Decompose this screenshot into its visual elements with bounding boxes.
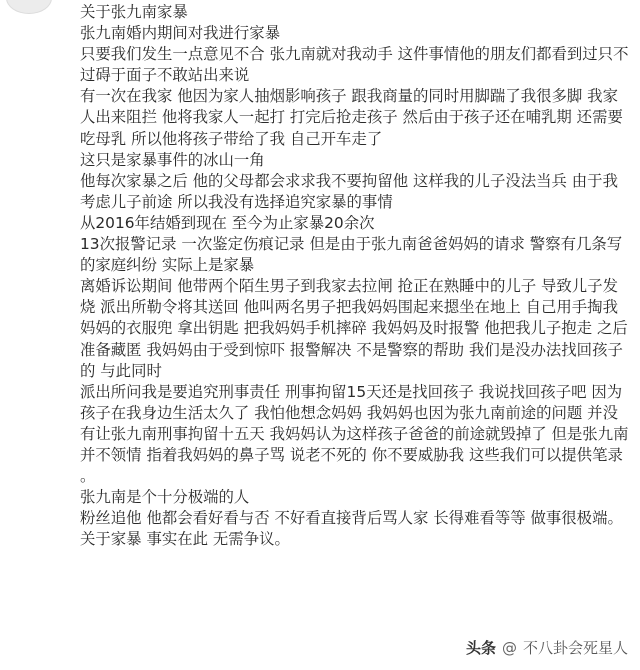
post-line: 从2016年结婚到现在 至今为止家暴20余次 — [80, 213, 375, 232]
post-line: 张九南是个十分极端的人 — [80, 488, 250, 507]
watermark-at: @ — [501, 638, 517, 657]
post-line: 有一次在我家 他因为家人抽烟影响孩子 跟我商量的同时用脚踹了我很多脚 我家 — [80, 87, 618, 106]
post-line: 他每次家暴之后 他的父母都会求求我不要拘留他 这样我的儿子没法当兵 由于我 — [80, 171, 618, 190]
post-line: 。 — [80, 467, 96, 486]
post-line: 吃母乳 所以他将孩子带给了我 自己开车走了 — [80, 129, 383, 148]
post-line: 的 与此同时 — [80, 361, 162, 380]
post-body — [80, 2, 636, 550]
post-line: 的家庭纠纷 实际上是家暴 — [80, 256, 255, 275]
post-line: 孩子在我身边生活太久了 我怕他想念妈妈 我妈妈也因为张九南前途的问题 并没 — [80, 403, 618, 422]
post-line: 张九南婚内期间对我进行家暴 — [80, 24, 281, 43]
post-line: 过碍于面子不敢站出来说 — [80, 66, 250, 85]
post-line: 烧 派出所勒令将其送回 他叫两名男子把我妈妈围起来摁坐在地上 自己用手掏我 — [80, 298, 618, 317]
post-line: 关于张九南家暴 — [80, 3, 188, 21]
post-line: 准备藏匿 我妈妈由于受到惊吓 报警解决 不是警察的帮助 我们是没办法找回孩子 — [80, 340, 623, 359]
post-line: 并不领情 指着我妈妈的鼻子骂 说老不死的 你不要威胁我 这些我们可以提供笔录 — [80, 445, 623, 464]
post-line: 妈妈的衣服兜 拿出钥匙 把我妈妈手机摔碎 我妈妈及时报警 他把我儿子抱走 之后 — [80, 319, 628, 338]
post-line: 关于家暴 事实在此 无需争议。 — [80, 530, 290, 549]
post-line: 粉丝追他 他都会看好看与否 不好看直接背后骂人家 长得难看等等 做事很极端。 — [80, 509, 623, 528]
watermark — [462, 635, 632, 660]
avatar — [6, 0, 52, 14]
post-line: 派出所问我是要追究刑事责任 刑事拘留15天还是找回孩子 我说找回孩子吧 因为 — [80, 382, 623, 401]
post-line: 有让张九南刑事拘留十五天 我妈妈认为这样孩子爸爸的前途就毁掉了 但是张九南 — [80, 424, 629, 443]
post-line: 人出来阻拦 他将我家人一起打 打完后抢走孩子 然后由于孩子还在哺乳期 还需要 — [80, 108, 623, 127]
post-line: 这只是家暴事件的冰山一角 — [80, 150, 265, 169]
post-line: 13次报警记录 一次鉴定伤痕记录 但是由于张九南爸爸妈妈的请求 警察有几条写 — [80, 235, 623, 254]
post-line: 离婚诉讼期间 他带两个陌生男子到我家去拉闸 抢正在熟睡中的儿子 导致儿子发 — [80, 277, 618, 296]
watermark-logo: 头条 — [465, 639, 496, 657]
watermark-author: 不八卦会死星人 — [522, 639, 628, 657]
post-line: 只要我们发生一点意见不合 张九南就对我动手 这件事情他的朋友们都看到过只不 — [80, 45, 629, 64]
post-line: 考虑儿子前途 所以我没有选择追究家暴的事情 — [80, 192, 393, 211]
